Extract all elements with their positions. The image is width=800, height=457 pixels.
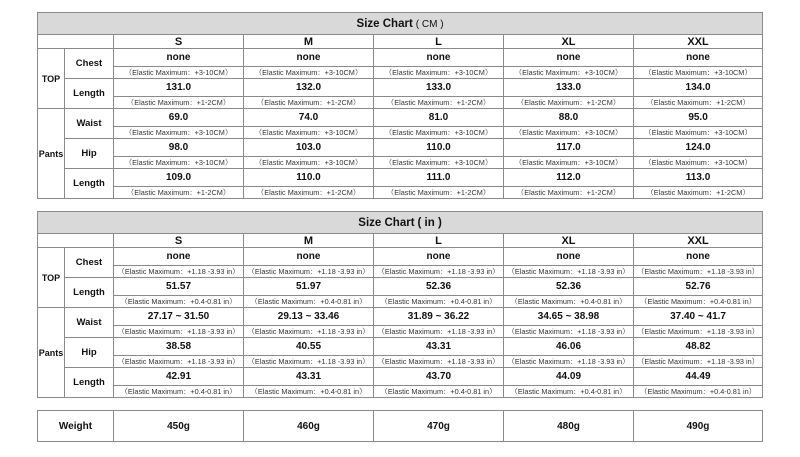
elastic-note: （Elastic Maximum：+0.4-0.81 in） bbox=[634, 296, 763, 308]
value-cell: 113.0 bbox=[634, 169, 763, 187]
value-cell: none bbox=[244, 49, 374, 67]
measure-label-chest: Chest bbox=[65, 49, 114, 79]
elastic-note: （Elastic Maximum：+3-10CM） bbox=[634, 67, 763, 79]
elastic-note: （Elastic Maximum：+1-2CM） bbox=[114, 187, 244, 199]
size-header-xl: XL bbox=[504, 35, 634, 49]
chart-title-text: Size Chart bbox=[356, 17, 413, 30]
value-cell: 134.0 bbox=[634, 79, 763, 97]
value-cell: 29.13 ~ 33.46 bbox=[244, 308, 374, 326]
measure-label-length: Length bbox=[65, 169, 114, 199]
elastic-note: （Elastic Maximum：+1.18 -3.93 in） bbox=[504, 326, 634, 338]
value-cell: 43.70 bbox=[374, 368, 504, 386]
value-cell: none bbox=[634, 248, 763, 266]
elastic-note: （Elastic Maximum：+3-10CM） bbox=[114, 157, 244, 169]
elastic-note: （Elastic Maximum：+1-2CM） bbox=[244, 187, 374, 199]
elastic-note: （Elastic Maximum：+1.18 -3.93 in） bbox=[244, 356, 374, 368]
elastic-note: （Elastic Maximum：+3-10CM） bbox=[504, 127, 634, 139]
elastic-note: （Elastic Maximum：+1.18 -3.93 in） bbox=[114, 266, 244, 278]
measure-label-hip: Hip bbox=[65, 338, 114, 368]
value-cell: 42.91 bbox=[114, 368, 244, 386]
elastic-note: （Elastic Maximum：+1-2CM） bbox=[504, 97, 634, 109]
measure-label-waist: Waist bbox=[65, 308, 114, 338]
value-cell: 110.0 bbox=[244, 169, 374, 187]
value-cell: 44.09 bbox=[504, 368, 634, 386]
elastic-note: （Elastic Maximum：+3-10CM） bbox=[374, 127, 504, 139]
value-cell: 98.0 bbox=[114, 139, 244, 157]
weight-value: 470g bbox=[374, 411, 504, 442]
elastic-note: （Elastic Maximum：+1-2CM） bbox=[634, 97, 763, 109]
measure-label-length: Length bbox=[65, 278, 114, 308]
elastic-note: （Elastic Maximum：+1.18 -3.93 in） bbox=[244, 326, 374, 338]
measure-label-length: Length bbox=[65, 368, 114, 398]
size-chart-in bbox=[37, 211, 763, 398]
value-cell: 37.40 ~ 41.7 bbox=[634, 308, 763, 326]
value-cell: 74.0 bbox=[244, 109, 374, 127]
elastic-note: （Elastic Maximum：+1.18 -3.93 in） bbox=[374, 356, 504, 368]
value-cell: 43.31 bbox=[374, 338, 504, 356]
size-chart-cm bbox=[37, 12, 763, 199]
elastic-note: （Elastic Maximum：+3-10CM） bbox=[374, 67, 504, 79]
elastic-note: （Elastic Maximum：+3-10CM） bbox=[634, 157, 763, 169]
elastic-note: （Elastic Maximum：+3-10CM） bbox=[244, 67, 374, 79]
value-cell: 52.36 bbox=[374, 278, 504, 296]
elastic-note: （Elastic Maximum：+3-10CM） bbox=[504, 157, 634, 169]
weight-value: 460g bbox=[244, 411, 374, 442]
value-cell: 103.0 bbox=[244, 139, 374, 157]
value-cell: 69.0 bbox=[114, 109, 244, 127]
size-header-m: M bbox=[244, 234, 374, 248]
chart-unit: ( in ) bbox=[417, 216, 442, 229]
value-cell: 88.0 bbox=[504, 109, 634, 127]
value-cell: 95.0 bbox=[634, 109, 763, 127]
weight-table bbox=[37, 410, 763, 442]
elastic-note: （Elastic Maximum：+1-2CM） bbox=[374, 97, 504, 109]
value-cell: 52.36 bbox=[504, 278, 634, 296]
value-cell: 43.31 bbox=[244, 368, 374, 386]
size-header-xl: XL bbox=[504, 234, 634, 248]
size-header-xxl: XXL bbox=[634, 35, 763, 49]
group-label-pants: Pants bbox=[38, 109, 65, 199]
size-header-xxl: XXL bbox=[634, 234, 763, 248]
elastic-note: （Elastic Maximum：+3-10CM） bbox=[114, 67, 244, 79]
value-cell: 109.0 bbox=[114, 169, 244, 187]
size-header-s: S bbox=[114, 35, 244, 49]
value-cell: 131.0 bbox=[114, 79, 244, 97]
value-cell: 111.0 bbox=[374, 169, 504, 187]
group-label-top: TOP bbox=[38, 49, 65, 109]
value-cell: 44.49 bbox=[634, 368, 763, 386]
value-cell: 40.55 bbox=[244, 338, 374, 356]
elastic-note: （Elastic Maximum：+3-10CM） bbox=[114, 127, 244, 139]
elastic-note: （Elastic Maximum：+0.4-0.81 in） bbox=[244, 386, 374, 398]
elastic-note: （Elastic Maximum：+0.4-0.81 in） bbox=[374, 296, 504, 308]
value-cell: 51.57 bbox=[114, 278, 244, 296]
elastic-note: （Elastic Maximum：+1-2CM） bbox=[504, 187, 634, 199]
chart-title bbox=[38, 13, 763, 35]
elastic-note: （Elastic Maximum：+0.4-0.81 in） bbox=[374, 386, 504, 398]
measure-label-length: Length bbox=[65, 79, 114, 109]
value-cell: 117.0 bbox=[504, 139, 634, 157]
value-cell: none bbox=[244, 248, 374, 266]
size-header-s: S bbox=[114, 234, 244, 248]
value-cell: 124.0 bbox=[634, 139, 763, 157]
elastic-note: （Elastic Maximum：+3-10CM） bbox=[504, 67, 634, 79]
value-cell: 31.89 ~ 36.22 bbox=[374, 308, 504, 326]
size-header-m: M bbox=[244, 35, 374, 49]
value-cell: none bbox=[634, 49, 763, 67]
value-cell: 27.17 ~ 31.50 bbox=[114, 308, 244, 326]
elastic-note: （Elastic Maximum：+1-2CM） bbox=[634, 187, 763, 199]
elastic-note: （Elastic Maximum：+1-2CM） bbox=[244, 97, 374, 109]
measure-label-chest: Chest bbox=[65, 248, 114, 278]
value-cell: none bbox=[374, 49, 504, 67]
elastic-note: （Elastic Maximum：+1.18 -3.93 in） bbox=[244, 266, 374, 278]
elastic-note: （Elastic Maximum：+0.4-0.81 in） bbox=[244, 296, 374, 308]
group-label-top: TOP bbox=[38, 248, 65, 308]
elastic-note: （Elastic Maximum：+0.4-0.81 in） bbox=[504, 386, 634, 398]
elastic-note: （Elastic Maximum：+1-2CM） bbox=[114, 97, 244, 109]
corner-cell bbox=[38, 35, 114, 49]
value-cell: 132.0 bbox=[244, 79, 374, 97]
elastic-note: （Elastic Maximum：+1.18 -3.93 in） bbox=[114, 356, 244, 368]
value-cell: none bbox=[504, 248, 634, 266]
elastic-note: （Elastic Maximum：+1.18 -3.93 in） bbox=[504, 356, 634, 368]
corner-cell bbox=[38, 234, 114, 248]
elastic-note: （Elastic Maximum：+1.18 -3.93 in） bbox=[114, 326, 244, 338]
value-cell: 48.82 bbox=[634, 338, 763, 356]
value-cell: 52.76 bbox=[634, 278, 763, 296]
elastic-note: （Elastic Maximum：+3-10CM） bbox=[244, 127, 374, 139]
elastic-note: （Elastic Maximum：+1.18 -3.93 in） bbox=[374, 326, 504, 338]
measure-label-hip: Hip bbox=[65, 139, 114, 169]
elastic-note: （Elastic Maximum：+0.4-0.81 in） bbox=[634, 386, 763, 398]
value-cell: 110.0 bbox=[374, 139, 504, 157]
value-cell: none bbox=[114, 248, 244, 266]
value-cell: 51.97 bbox=[244, 278, 374, 296]
elastic-note: （Elastic Maximum：+0.4-0.81 in） bbox=[114, 386, 244, 398]
weight-label: Weight bbox=[38, 411, 114, 442]
elastic-note: （Elastic Maximum：+1.18 -3.93 in） bbox=[374, 266, 504, 278]
elastic-note: （Elastic Maximum：+3-10CM） bbox=[244, 157, 374, 169]
weight-value: 480g bbox=[504, 411, 634, 442]
elastic-note: （Elastic Maximum：+1-2CM） bbox=[374, 187, 504, 199]
elastic-note: （Elastic Maximum：+1.18 -3.93 in） bbox=[634, 266, 763, 278]
chart-title bbox=[38, 212, 763, 234]
weight-value: 490g bbox=[634, 411, 763, 442]
chart-unit: ( CM ) bbox=[415, 18, 444, 30]
elastic-note: （Elastic Maximum：+0.4-0.81 in） bbox=[114, 296, 244, 308]
elastic-note: （Elastic Maximum：+3-10CM） bbox=[374, 157, 504, 169]
chart-title-text: Size Chart bbox=[358, 216, 415, 229]
value-cell: 38.58 bbox=[114, 338, 244, 356]
group-label-pants: Pants bbox=[38, 308, 65, 398]
measure-label-waist: Waist bbox=[65, 109, 114, 139]
value-cell: 112.0 bbox=[504, 169, 634, 187]
value-cell: none bbox=[374, 248, 504, 266]
value-cell: 133.0 bbox=[374, 79, 504, 97]
elastic-note: （Elastic Maximum：+1.18 -3.93 in） bbox=[634, 326, 763, 338]
size-header-l: L bbox=[374, 35, 504, 49]
value-cell: 133.0 bbox=[504, 79, 634, 97]
elastic-note: （Elastic Maximum：+1.18 -3.93 in） bbox=[504, 266, 634, 278]
size-header-l: L bbox=[374, 234, 504, 248]
value-cell: none bbox=[504, 49, 634, 67]
elastic-note: （Elastic Maximum：+1.18 -3.93 in） bbox=[634, 356, 763, 368]
value-cell: none bbox=[114, 49, 244, 67]
weight-value: 450g bbox=[114, 411, 244, 442]
elastic-note: （Elastic Maximum：+3-10CM） bbox=[634, 127, 763, 139]
elastic-note: （Elastic Maximum：+0.4-0.81 in） bbox=[504, 296, 634, 308]
value-cell: 81.0 bbox=[374, 109, 504, 127]
value-cell: 34.65 ~ 38.98 bbox=[504, 308, 634, 326]
value-cell: 46.06 bbox=[504, 338, 634, 356]
